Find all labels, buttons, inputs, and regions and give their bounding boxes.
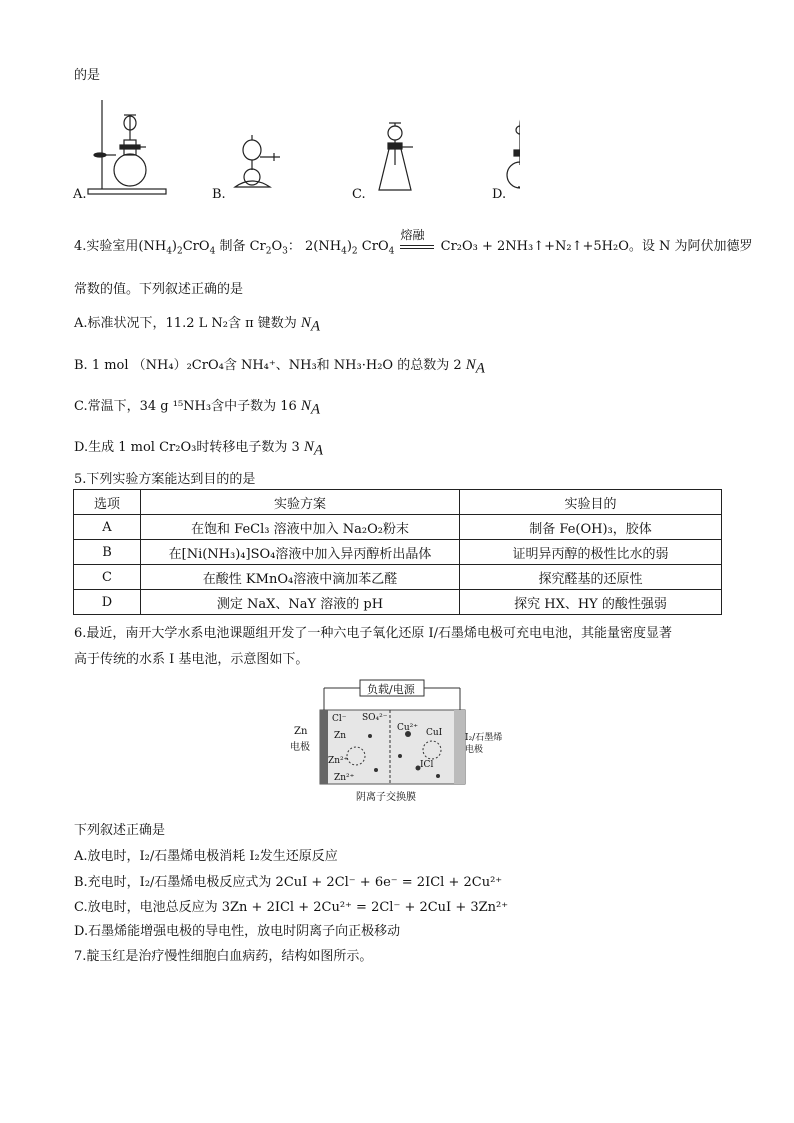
- q4-option-d: D.生成 1 mol Cr₂O₃时转移电子数为 3 $N_A$: [74, 439, 324, 459]
- cl-ion: Cl⁻: [332, 714, 347, 724]
- icl-species: ICl: [420, 760, 434, 770]
- q7-stem: 7.靛玉红是治疗慢性细胞白血病药，结构如图所示。: [74, 949, 373, 964]
- membrane-label: 阴离子交换膜: [356, 792, 416, 803]
- apparatus-figures: [80, 95, 520, 205]
- zn2-ion-1: Zn²⁺: [328, 756, 349, 766]
- i2-electrode-label2: 电极: [465, 745, 484, 755]
- apparatus-d: [507, 116, 520, 188]
- battery-diagram: [290, 676, 505, 806]
- table-header-row: [74, 490, 722, 515]
- zn-electrode-label: Zn: [294, 726, 308, 737]
- q5-stem: 5.下列实验方案能达到目的的是: [74, 472, 256, 487]
- q6-stem-line1: 6.最近，南开大学水系电池课题组开发了一种六电子氧化还原 I/石墨烯电极可充电电池，其能量密度显著: [74, 626, 673, 641]
- apparatus-label-b: B.: [212, 187, 226, 202]
- table-row: [74, 565, 722, 590]
- table-cell: 在[Ni(NH₃)₄]SO₄溶液中加入异丙醇析出晶体: [141, 540, 460, 565]
- q4-option-c: C.常温下，34 g ¹⁵NH₃含中子数为 16 $N_A$: [74, 398, 321, 418]
- table-cell: B: [74, 540, 141, 565]
- q6-option-c: C.放电时，电池总反应为 3Zn + 2ICl + 2Cu²⁺ = 2Cl⁻ + 2CuI + 3Zn²⁺: [74, 900, 509, 915]
- table-row: [74, 540, 722, 565]
- apparatus-label-d: D.: [492, 187, 507, 202]
- q5-table: [73, 489, 722, 615]
- table-cell: 制备 Fe(OH)₃，胶体: [460, 515, 722, 540]
- zn-species: Zn: [334, 731, 347, 741]
- zn-electrode-label2: 电极: [290, 742, 310, 753]
- apparatus-a: [88, 100, 166, 194]
- q6-option-a: A.放电时，I₂/石墨烯电极消耗 I₂发生还原反应: [74, 849, 338, 864]
- q4-stem: 4.实验室用$(NH_4)_2CrO_4$ 制备 $Cr_2O_3$： $2(NH_4)_2$ CrO$_4$ 熔融 Cr₂O₃ + 2NH₃↑+N₂↑+5H₂O。设 N 为阿伏加德罗: [74, 228, 753, 257]
- prev-question-tail: 的是: [74, 68, 101, 83]
- table-header: 选项: [74, 490, 141, 515]
- q4-condition: 熔融: [400, 228, 425, 242]
- q6-question: 下列叙述正确是: [74, 823, 166, 838]
- apparatus-b: [235, 135, 280, 187]
- table-cell: D: [74, 590, 141, 615]
- table-cell: 探究 HX、HY 的酸性强弱: [460, 590, 722, 615]
- table-cell: 证明异丙醇的极性比水的弱: [460, 540, 722, 565]
- table-cell: 在酸性 KMnO₄溶液中滴加苯乙醛: [141, 565, 460, 590]
- zn2-ion-2: Zn²⁺: [334, 773, 355, 783]
- table-cell: C: [74, 565, 141, 590]
- table-header: 实验方案: [141, 490, 460, 515]
- cu2-ion: Cu²⁺: [397, 723, 419, 733]
- q6-option-b: B.充电时，I₂/石墨烯电极反应式为 2CuI + 2Cl⁻ + 6e⁻ = 2ICl + 2Cu²⁺: [74, 875, 503, 890]
- q4-stem-line2: 常数的值。下列叙述正确的是: [74, 282, 244, 297]
- apparatus-c: [379, 123, 413, 190]
- q4-option-b: B. 1 mol （NH₄）₂CrO₄含 NH₄⁺、NH₃和 NH₃·H₂O 的总数为 2 $N_A$: [74, 357, 485, 377]
- load-power-label: 负载/电源: [367, 683, 415, 696]
- table-cell: A: [74, 515, 141, 540]
- table-row: [74, 515, 722, 540]
- q4-option-a: A.标准状况下，11.2 L N₂含 π 键数为 $N_A$: [74, 315, 321, 335]
- i2-electrode-label: I₂/石墨烯: [465, 733, 503, 743]
- q6-option-d: D.石墨烯能增强电极的导电性，放电时阴离子向正极移动: [74, 924, 401, 939]
- apparatus-label-c: C.: [352, 187, 366, 202]
- table-header: 实验目的: [460, 490, 722, 515]
- so4-ion: SO₄²⁻: [362, 713, 388, 723]
- table-cell: 在饱和 FeCl₃ 溶液中加入 Na₂O₂粉末: [141, 515, 460, 540]
- apparatus-label-a: A.: [73, 187, 87, 202]
- q6-stem-line2: 高于传统的水系 I 基电池，示意图如下。: [74, 652, 309, 667]
- table-cell: 测定 NaX、NaY 溶液的 pH: [141, 590, 460, 615]
- table-cell: 探究醛基的还原性: [460, 565, 722, 590]
- table-row: [74, 590, 722, 615]
- cui-species: CuI: [426, 728, 443, 738]
